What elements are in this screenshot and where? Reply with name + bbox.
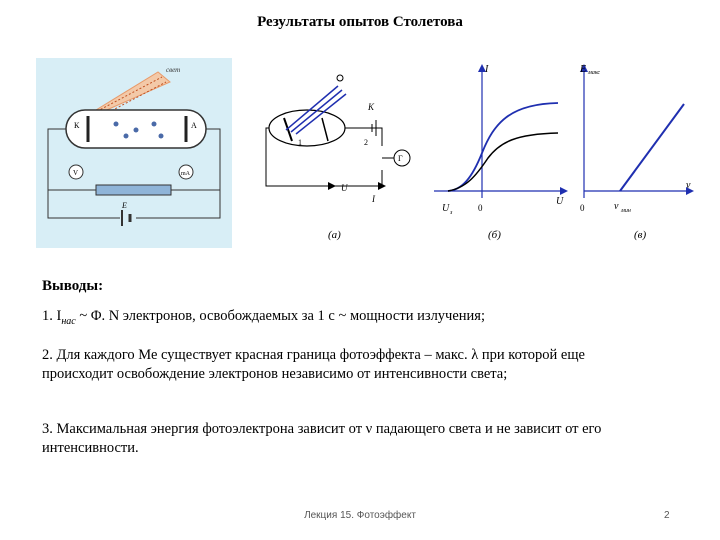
circuit-voltage-label: U (341, 183, 348, 193)
e-line (620, 104, 684, 191)
e-threshold-sub: мин (621, 208, 631, 214)
conclusion-1-prefix: 1. I (42, 308, 62, 324)
conclusion-item-3: 3. Максимальная энергия фотоэлектрона зависит от ν падающего света и не зависит от его интенсивности. (36, 417, 648, 461)
iv-stop-voltage-sub: з (450, 210, 453, 216)
iv-x-arrow-icon (560, 187, 568, 195)
conclusion-item-2: 2. Для каждого Ме существует красная граница фотоэффекта – макс. λ при которой еще происходит освобождение электронов независимо от интенсивности света; (36, 343, 648, 387)
e-y-label-sub: макс (588, 70, 601, 76)
iv-curve-high (448, 103, 558, 191)
iv-characteristic-plot (434, 64, 568, 241)
circuit-cathode-label: К (368, 102, 374, 112)
circuit-current-label: I (372, 194, 375, 204)
voltage-arrow-icon (328, 182, 336, 190)
iv-stop-voltage-label: U (442, 203, 450, 214)
iv-caption: (б) (488, 229, 501, 241)
iv-x-label: U (556, 196, 564, 207)
conclusions-heading: Выводы: (36, 270, 222, 295)
e-x-label: ν (686, 180, 691, 191)
rheostat (96, 185, 171, 195)
galvanometer-label: Г (398, 154, 403, 163)
cathode-label: К (74, 121, 80, 130)
e-threshold-label: ν (614, 201, 619, 212)
conclusion-item-1 (36, 305, 648, 330)
page-number: 2 (664, 510, 670, 521)
source-label: E (122, 201, 127, 210)
e-caption: (в) (634, 229, 647, 241)
e-zero-label: 0 (580, 203, 585, 213)
stoletov-apparatus-figure (36, 58, 232, 248)
ammeter-label: mA (181, 171, 190, 177)
slide-footer: Лекция 15. Фотоэффект (304, 510, 416, 521)
circuit-caption: (а) (328, 229, 341, 241)
conclusion-1-text: ~ Φ. N электронов, освобождаемых за 1 с ~ мощности излучения; (75, 308, 485, 324)
light-label: свет (166, 66, 181, 74)
photocell-tube (269, 110, 345, 146)
energy-frequency-plot (579, 64, 694, 241)
voltmeter-label: V (73, 169, 79, 177)
circuit-diagram (266, 75, 410, 241)
anode-label: А (191, 121, 197, 130)
iv-zero-label: 0 (478, 203, 483, 213)
conclusion-1-subscript: нас (61, 315, 76, 327)
e-y-label: E (580, 64, 587, 75)
circuit-pin2-label: 2 (364, 138, 368, 147)
slide-title: Результаты опытов Столетова (257, 14, 463, 30)
circuit-pin1-label: 1 (298, 138, 302, 147)
light-source-icon (337, 75, 343, 81)
iv-y-label: I (485, 64, 489, 75)
stoletov-graphs-figure (262, 58, 702, 248)
